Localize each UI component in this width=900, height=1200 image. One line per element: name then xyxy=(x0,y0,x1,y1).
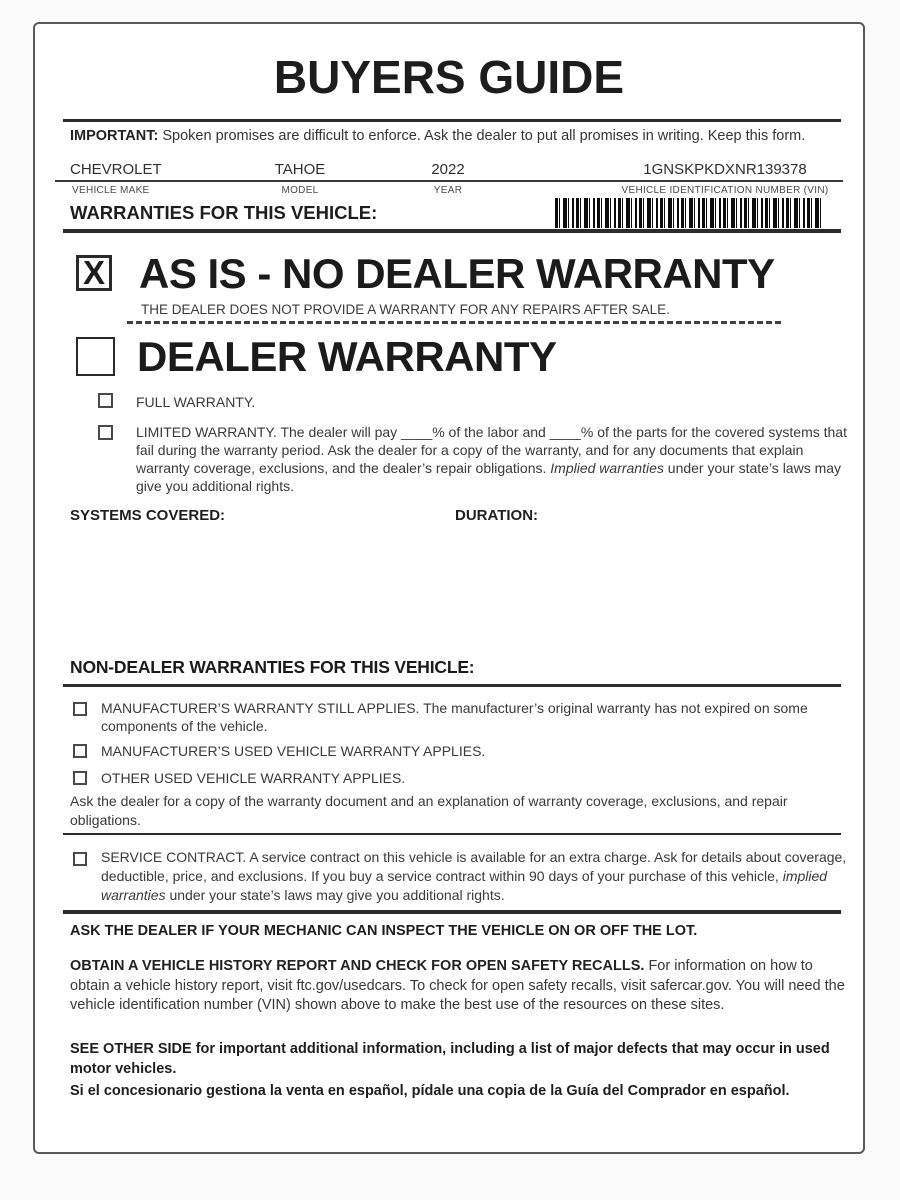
non-dealer-heading: NON-DEALER WARRANTIES FOR THIS VEHICLE: xyxy=(70,657,475,677)
vehicle-history-paragraph xyxy=(70,957,854,1016)
full-warranty-checkbox[interactable] xyxy=(98,393,113,408)
ask-copy-paragraph: Ask the dealer for a copy of the warranty document and an explanation of warranty coverage, exclusions, and repair obligations. xyxy=(70,793,788,828)
limited-warranty-text1: The dealer will pay ____% of the labor and ____% of the parts for the covered systems that fail during the warranty period. Ask the dealer for a copy of the warranty, and for any documents that explain warranty coverage, exclusions, and the dealer’s repair obligations. xyxy=(136,424,847,476)
vehicle-model-label: MODEL xyxy=(281,185,319,196)
manufacturer-warranty-text: MANUFACTURER’S WARRANTY STILL APPLIES. The manufacturer’s original warranty has not expired on some components of the vehicle. xyxy=(101,700,808,734)
vehicle-history-text: For information on how to obtain a vehicle history report, visit ftc.gov/usedcars. To check for open safety recalls, visit safercar.gov. You will need the vehicle identification number (VIN) shown above to make the best use of the resources on these sites. xyxy=(70,958,845,1013)
service-contract-text1: A service contract on this vehicle is available for an extra charge. Ask for details about coverage, deductible, price, and exclusions. If you buy a service contract within 90 days of your purchase of this vehicle, xyxy=(101,849,847,884)
vehicle-make-label: VEHICLE MAKE xyxy=(72,185,150,196)
service-contract-checkbox[interactable] xyxy=(73,852,87,866)
mechanic-inspect-line: ASK THE DEALER IF YOUR MECHANIC CAN INSPECT THE VEHICLE ON OR OFF THE LOT. xyxy=(70,923,698,939)
full-warranty-label: FULL WARRANTY. xyxy=(136,394,256,410)
limited-warranty-text xyxy=(136,423,856,495)
see-other-side-paragraph: SEE OTHER SIDE for important additional information, including a list of major defects that may occur in used motor vehicles. xyxy=(70,1041,830,1077)
vin-barcode xyxy=(555,198,821,228)
as-is-checkbox[interactable] xyxy=(76,255,112,291)
page-title: BUYERS GUIDE xyxy=(273,51,625,103)
vehicle-year-label: YEAR xyxy=(433,185,463,196)
dashed-separator xyxy=(127,321,781,324)
service-contract-label: SERVICE CONTRACT. xyxy=(101,849,250,865)
divider-service xyxy=(63,833,841,835)
manufacturer-used-warranty-checkbox[interactable] xyxy=(73,744,87,758)
manufacturer-warranty-checkbox[interactable] xyxy=(73,702,87,716)
as-is-subtitle: THE DEALER DOES NOT PROVIDE A WARRANTY FOR ANY REPAIRS AFTER SALE. xyxy=(141,302,670,317)
vehicle-year-value: 2022 xyxy=(431,161,465,178)
limited-warranty-italic: Implied warranties xyxy=(550,460,668,476)
duration-label: DURATION: xyxy=(455,507,539,524)
service-contract-text2: under your state’s laws may give you additional rights. xyxy=(169,887,505,903)
service-contract-text xyxy=(101,848,855,905)
divider-bottom xyxy=(63,910,841,914)
vehicle-vin-value: 1GNSKPKDXNR139378 xyxy=(643,161,807,178)
divider-top xyxy=(63,119,841,122)
other-used-warranty-checkbox[interactable] xyxy=(73,771,87,785)
divider-non-dealer xyxy=(63,684,841,687)
buyers-guide-form xyxy=(33,22,865,1154)
limited-warranty-text2: under your state’s laws may give you additional rights. xyxy=(136,460,842,494)
important-text: Spoken promises are difficult to enforce. Ask the dealer to put all promises in writing. Keep this form. xyxy=(162,128,806,144)
vehicle-model-value: TAHOE xyxy=(274,161,326,178)
limited-warranty-label: LIMITED WARRANTY. xyxy=(136,424,281,440)
dealer-warranty-title: DEALER WARRANTY xyxy=(137,333,557,380)
important-label: IMPORTANT: xyxy=(70,128,163,144)
manufacturer-used-warranty-text: MANUFACTURER’S USED VEHICLE WARRANTY APPLIES. xyxy=(101,743,486,759)
vehicle-history-label: OBTAIN A VEHICLE HISTORY REPORT AND CHECK FOR OPEN SAFETY RECALLS. xyxy=(70,958,649,974)
other-used-warranty-text: OTHER USED VEHICLE WARRANTY APPLIES. xyxy=(101,770,406,786)
important-notice xyxy=(70,128,852,144)
warranties-heading: WARRANTIES FOR THIS VEHICLE: xyxy=(70,202,378,223)
dealer-warranty-checkbox[interactable] xyxy=(76,337,115,376)
limited-warranty-checkbox[interactable] xyxy=(98,425,113,440)
as-is-check-mark: X xyxy=(82,253,105,291)
vehicle-make-value: CHEVROLET xyxy=(70,161,162,178)
vehicle-vin-label: VEHICLE IDENTIFICATION NUMBER (VIN) xyxy=(621,185,829,196)
vehicle-info-underline xyxy=(55,180,843,182)
divider-warranties xyxy=(63,229,841,233)
as-is-title: AS IS - NO DEALER WARRANTY xyxy=(139,250,775,297)
spanish-notice: Si el concesionario gestiona la venta en español, pídale una copia de la Guía del Comprador en español. xyxy=(70,1083,790,1099)
systems-covered-label: SYSTEMS COVERED: xyxy=(70,507,226,524)
service-contract-italic: implied warranties xyxy=(101,868,828,903)
